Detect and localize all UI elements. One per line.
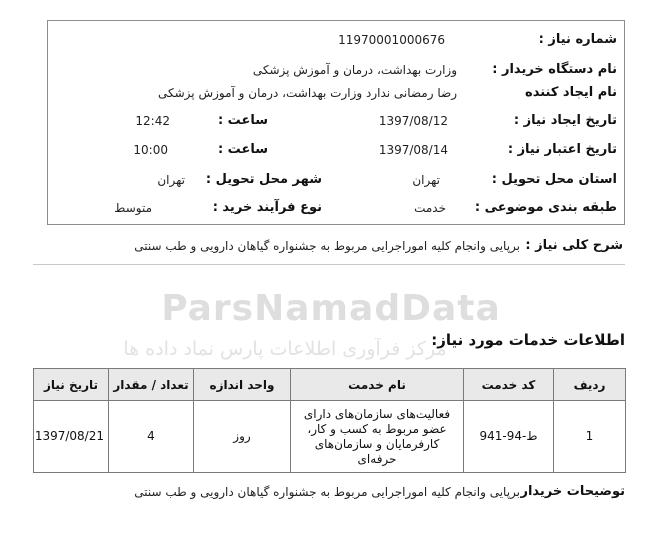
column-header-quantity: تعداد / مقدار — [109, 369, 194, 401]
creator-value: رضا رمضانی ندارد وزارت بهداشت، درمان و آموزش پزشکی — [157, 86, 457, 100]
created-time-value: 12:42 — [135, 114, 170, 128]
services-title: اطلاعات خدمات مورد نیاز: — [431, 331, 625, 349]
buyer-notes-value: برپایی وانجام کلیه اموراجرایی مربوط به جشنواره گیاهان دارویی و طب سنتی — [134, 485, 520, 499]
need-number-value: 11970001000676 — [338, 33, 445, 47]
category-value: خدمت — [414, 201, 446, 215]
creator-label: نام ایجاد کننده — [525, 85, 617, 100]
cell-need-date: 1397/08/21 — [34, 401, 109, 473]
buyer-notes-label: توضیحات خریدار — [520, 484, 625, 499]
watermark-brand: ParsNamadData — [161, 288, 501, 329]
cell-service-name: فعالیت‌های سازمان‌های دارای عضو مربوط به کسب و کار، کارفرمایان و سازمان‌های حرفه‌ای — [291, 401, 464, 473]
cell-quantity: 4 — [109, 401, 194, 473]
created-date-label: تاریخ ایجاد نیاز : — [513, 113, 617, 128]
buyer-org-label: نام دستگاه خریدار : — [492, 62, 617, 77]
table-header-row — [34, 369, 626, 401]
buyer-org-value: وزارت بهداشت، درمان و آموزش پزشکی — [252, 63, 457, 77]
created-date-value: 1397/08/12 — [378, 114, 448, 128]
column-header-unit: واحد اندازه — [194, 369, 291, 401]
category-label: طبقه بندی موضوعی : — [474, 200, 617, 215]
divider — [33, 264, 625, 265]
validity-date-label: تاریخ اعتبار نیاز : — [507, 142, 617, 157]
process-type-label: نوع فرآیند خرید : — [212, 200, 322, 215]
province-value: تهران — [412, 173, 440, 187]
need-number-label: شماره نیاز : — [538, 32, 617, 47]
cell-row-number: 1 — [554, 401, 626, 473]
column-header-row-number: ردیف — [554, 369, 626, 401]
city-label: شهر محل تحویل : — [205, 172, 322, 187]
cell-service-code — [464, 401, 554, 473]
column-header-need-date: تاریخ نیاز — [34, 369, 109, 401]
city-value: تهران — [157, 173, 185, 187]
description-label: شرح کلی نیاز : — [525, 238, 623, 253]
validity-date-value: 1397/08/14 — [378, 143, 448, 157]
province-label: استان محل تحویل : — [491, 172, 617, 187]
process-type-value: متوسط — [114, 201, 152, 215]
validity-time-value: 10:00 — [133, 143, 168, 157]
service-code-text: ط-94-941 — [479, 429, 538, 443]
created-time-label: ساعت : — [217, 113, 268, 128]
column-header-service-code: کد خدمت — [464, 369, 554, 401]
validity-time-label: ساعت : — [217, 142, 268, 157]
description-value: برپایی وانجام کلیه اموراجرایی مربوط به جشنواره گیاهان دارویی و طب سنتی — [134, 239, 520, 253]
watermark-slogan: مرکز فرآوری اطلاعات پارس نماد داده ها — [123, 338, 447, 360]
table-row — [34, 401, 626, 473]
column-header-service-name: نام خدمت — [291, 369, 464, 401]
cell-unit: روز — [194, 401, 291, 473]
services-table — [33, 368, 626, 473]
